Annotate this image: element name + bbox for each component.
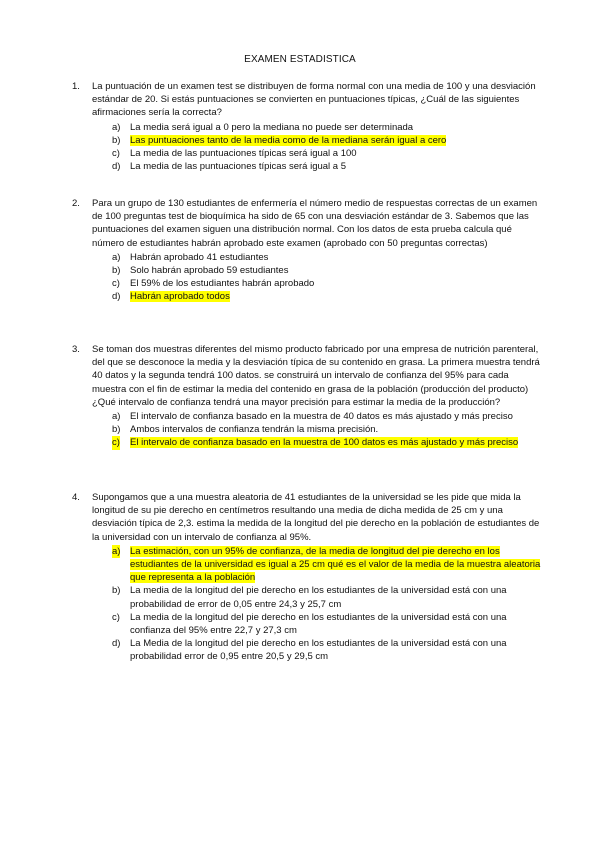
option-letter: c) <box>112 437 120 449</box>
option-text: La media de las puntuaciones típicas será igual a 100 <box>130 148 357 160</box>
option-b <box>112 134 544 147</box>
question-text: Para un grupo de 130 estudiantes de enfermería el número medio de respuestas correctas de un examen de 100 preguntas test de bioquímica ha sido de 65 con una desviación estándar de 3. Sabemos que las puntuaciones del examen siguen una distribución normal. Con los datos de esta prueba calcula qué número de estudiantes habrán aprobado este examen (aprobado con 50 preguntas correctas) <box>92 198 538 249</box>
option-d <box>112 290 544 303</box>
option-letter: b) <box>112 424 121 436</box>
option-c <box>112 436 544 449</box>
option-letter: a) <box>112 121 121 133</box>
option-text: La media de las puntuaciones típicas será igual a 5 <box>130 161 346 173</box>
option-text: Ambos intervalos de confianza tendrán la misma precisión. <box>130 424 379 436</box>
option-c <box>112 611 544 637</box>
option-letter: d) <box>112 638 121 650</box>
option-text: El 59% de los estudiantes habrán aprobado <box>130 278 315 290</box>
option-text: La Media de la longitud del pie derecho en los estudiantes de la universidad está con una probabilidad error de 0,95 entre 20,5 y 29,5 cm <box>130 638 507 663</box>
option-letter: b) <box>112 265 121 277</box>
option-d <box>112 160 544 173</box>
options-list <box>112 121 544 174</box>
option-letter: c) <box>112 148 120 160</box>
options-list <box>112 545 544 664</box>
option-a <box>112 251 544 264</box>
option-letter: c) <box>112 611 120 623</box>
option-text-highlighted: El intervalo de confianza basado en la muestra de 100 datos es más ajustado y más preciso <box>130 437 519 449</box>
question-text: Supongamos que a una muestra aleatoria de 41 estudiantes de la universidad se les pide que mida la longitud de su pie derecho en centímetros resultando una media de dicha medida de 25 cm y una desviación típica de 2,3. estima la medida de la longitud del pie derecho en la población de estudiantes de la universidad con un intervalo de confianza al 95%. <box>92 492 540 543</box>
option-text: La media de la longitud del pie derecho en los estudiantes de la universidad está con una probabilidad de error de 0,05 entre 24,3 y 25,7 cm <box>130 585 507 610</box>
option-letter: a) <box>112 411 121 423</box>
option-letter: a) <box>112 251 121 263</box>
question-2 <box>72 197 544 304</box>
option-letter: a) <box>112 545 121 557</box>
option-b <box>112 423 544 436</box>
options-list <box>112 251 544 304</box>
question-number: 4. <box>72 492 80 503</box>
option-a <box>112 121 544 134</box>
option-text-highlighted: La estimación, con un 95% de confianza, de la media de longitud del pie derecho en los estudiantes de la universidad es igual a 25 cm qué es el valor de la media de la muestra aleatoria que representa a la población <box>130 545 541 584</box>
option-c <box>112 147 544 160</box>
option-d <box>112 637 544 663</box>
option-letter: b) <box>112 585 121 597</box>
option-text: La media de la longitud del pie derecho en los estudiantes de la universidad está con una confianza del 95% entre 22,7 y 27,3 cm <box>130 611 507 637</box>
option-b <box>112 584 544 610</box>
option-text-highlighted: Las puntuaciones tanto de la media como de la mediana serán igual a cero <box>130 134 447 146</box>
question-text: La puntuación de un examen test se distribuyen de forma normal con una media de 100 y una desviación estándar de 20. Si estás puntuaciones se convierten en puntuaciones típicas, ¿Cuál de las siguientes afirmaciones sería la correcta? <box>92 81 536 119</box>
option-text: Habrán aprobado 41 estudiantes <box>130 251 269 263</box>
question-number: 1. <box>72 81 80 92</box>
question-1 <box>72 80 544 173</box>
option-letter: d) <box>112 161 121 173</box>
option-c <box>112 277 544 290</box>
option-letter: c) <box>112 278 120 290</box>
option-a <box>112 410 544 423</box>
option-text: La media será igual a 0 pero la mediana no puede ser determinada <box>130 121 414 133</box>
option-text: El intervalo de confianza basado en la muestra de 40 datos es más ajustado y más preciso <box>130 411 513 423</box>
option-letter: b) <box>112 134 121 146</box>
options-list <box>112 410 544 450</box>
option-text-highlighted: Habrán aprobado todos <box>130 291 230 303</box>
question-4 <box>72 491 544 664</box>
question-number: 3. <box>72 344 80 355</box>
option-b <box>112 264 544 277</box>
option-text: Solo habrán aprobado 59 estudiantes <box>130 265 289 277</box>
option-letter: d) <box>112 291 121 303</box>
question-3 <box>72 343 544 450</box>
option-a <box>112 545 544 585</box>
question-text: Se toman dos muestras diferentes del mismo producto fabricado por una empresa de nutrición parenteral, del que se desconoce la media y la desviación típica de su contenido en grasa. La primera muestra tendrá 40 datos y la segunda tendrá 100 datos. se construirá un intervalo de confianza del 95% para cada muestra con el fin de estimar la media del contenido en grasa de la población (producción del producto) ¿Qué intervalo de confianza tendrá una mayor precisión para estimar la media de la producción? <box>92 344 540 408</box>
question-number: 2. <box>72 198 80 209</box>
page-title: EXAMEN ESTADISTICA <box>244 54 356 65</box>
